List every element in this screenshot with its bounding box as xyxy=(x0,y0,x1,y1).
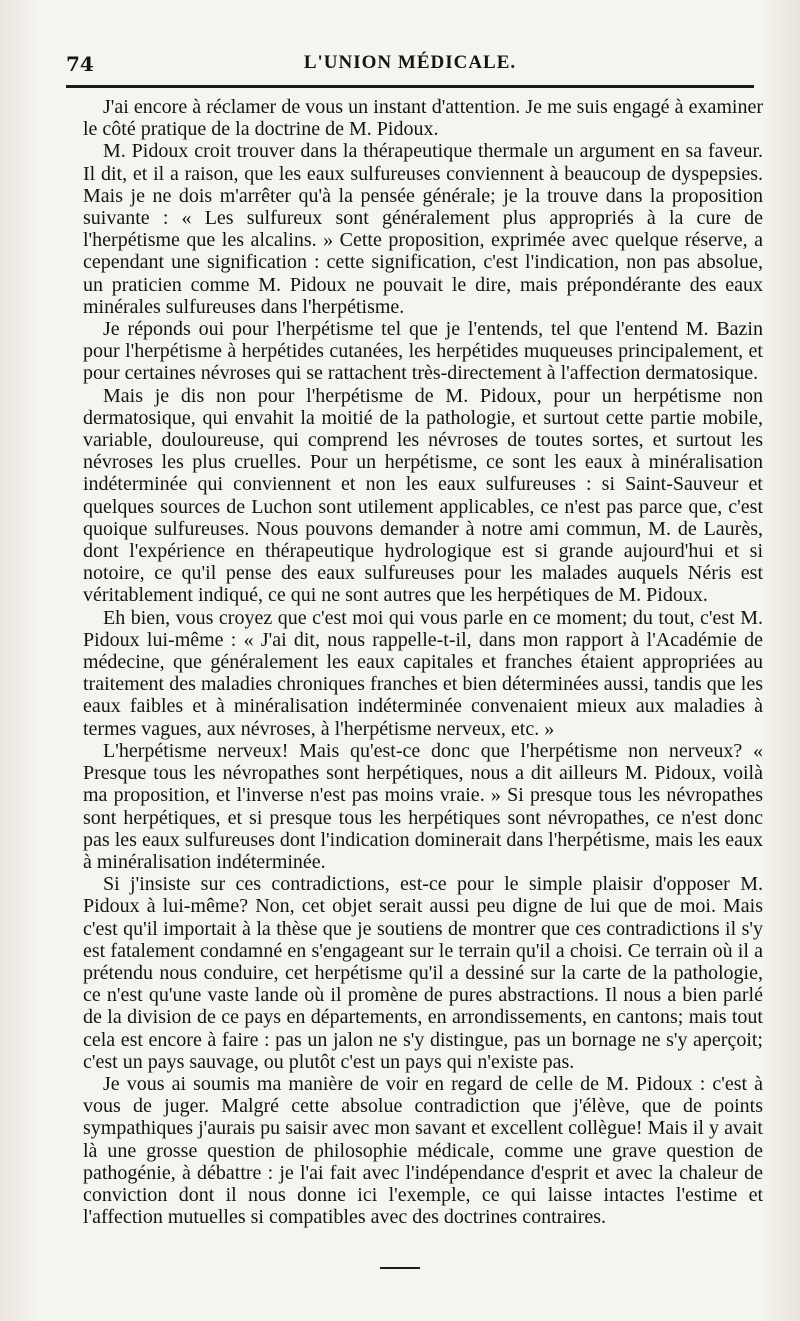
paragraph-2: M. Pidoux croit trouver dans la thérapeutique thermale un argument en sa faveur. Il dit, et il a raison, que les eaux sulfureuses conviennent à beaucoup de dyspepsies. Mais je ne dois m'arrêter qu'à la pensée générale; je la trouve dans la proposition suivante : « Les sulfureux sont généralement plus appropriés à la cure de l'herpétisme que les alcalins. » Cette proposition, exprimée avec quelque réserve, a cependant une signification : cette signification, c'est l'indication, non pas absolue, un praticien comme M. Pidoux ne pouvait le dire, mais prépondérante des eaux minérales sulfureuses dans l'herpétisme. xyxy=(83,140,763,318)
paragraph-8: Je vous ai soumis ma manière de voir en regard de celle de M. Pidoux : c'est à vous de juger. Malgré cette absolue contradiction que j'élève, que de points sympathiques j'aurais pu saisir avec mon savant et excellent collègue! Mais il y avait là une grosse question de philosophie médicale, comme une grave question de pathogénie, à débattre : je l'ai fait avec l'indépendance d'esprit et avec la chaleur de conviction dont il nous donne ici l'exemple, ce qui laisse intactes l'estime et l'affection mutuelles si compatibles avec des doctrines contraires. xyxy=(83,1072,763,1229)
paragraph-5: Eh bien, vous croyez que c'est moi qui vous parle en ce moment; du tout, c'est M. Pidoux lui-même : « J'ai dit, nous rappelle-t-il, dans mon rapport à l'Académie de médecine, que généralement les eaux capitales et franches étaient appropriées au traitement des maladies chroniques franches et bien déterminées aussi, tandis que les eaux faibles et à minéralisation indéterminée convenaient mieux aux maladies à termes vagues, aux névroses, à l'herpétisme nerveux, etc. » xyxy=(83,606,763,740)
paragraph-7: Si j'insiste sur ces contradictions, est-ce pour le simple plaisir d'opposer M. Pidoux à lui-même? Non, cet objet serait aussi peu digne de lui que de moi. Mais c'est qu'il importait à la thèse que je soutiens de montrer que ces contradictions il s'y est fatalement condamné en s'engageant sur le terrain qu'il a choisi. Ce terrain où il a prétendu nous conduire, cet herpétisme qu'il a dessiné sur la carte de la pathologie, ce n'est qu'une vaste lande où il promène de pures abstractions. Il nous a bien parlé de la division de ce pays en départements, en arrondissements, en cantons; mais tout cela est encore à faire : pas un jalon ne s'y distingue, pas un bornage ne s'y aperçoit; c'est un pays sauvage, ou plutôt c'est un pays qui n'existe pas. xyxy=(83,873,763,1073)
page-number: 74 xyxy=(66,52,94,76)
paragraph-6: L'herpétisme nerveux! Mais qu'est-ce donc que l'herpétisme non nerveux? « Presque tous les névropathes sont herpétiques, nous a dit ailleurs M. Pidoux, voilà ma proposition, et l'inverse n'est pas moins vraie. » Si presque tous les névropathes sont herpétiques, et si presque tous les herpétiques sont névropathes, ce n'est donc pas les eaux sulfureuses dont l'indication dominerait dans l'herpétisme, mais les eaux à minéralisation indéterminée. xyxy=(83,739,763,873)
paragraph-4: Mais je dis non pour l'herpétisme de M. Pidoux, pour un herpétisme non dermatosique, qui envahit la moitié de la pathologie, et surtout cette partie mobile, variable, douloureuse, qui comprend les névroses de toutes sortes, et surtout les névroses les plus cruelles. Pour un herpétisme, ce sont les eaux à minéralisation indéterminée qui conviennent et non les eaux sulfureuses : si Saint-Sauveur et quelques sources de Luchon sont utilement applicables, ce n'est pas parce que, c'est quoique sulfureuses. Nous pouvons demander à notre ami commun, M. de Laurès, dont l'expérience en thérapeutique hydrologique est si grande aujourd'hui et si notoire, ce qu'il pense des eaux sulfureuses pour les malades auquels Néris est véritablement indiqué, ce qui ne sont autres que les herpétiques de M. Pidoux. xyxy=(83,384,763,607)
paragraph-3: Je réponds oui pour l'herpétisme tel que je l'entends, tel que l'entend M. Bazin pour l'herpétisme à herpétides cutanées, les herpétides muqueuses principalement, et pour certaines névroses qui se rattachent très-directement à l'affection dermatosique. xyxy=(83,318,763,385)
running-title: L'UNION MÉDICALE. xyxy=(303,52,517,73)
end-rule xyxy=(380,1267,420,1269)
header-rule xyxy=(66,85,754,88)
article-body xyxy=(83,96,763,1228)
paragraph-1: J'ai encore à réclamer de vous un instant d'attention. Je me suis engagé à examiner le côté pratique de la doctrine de M. Pidoux. xyxy=(83,96,763,141)
page-header xyxy=(66,48,754,78)
